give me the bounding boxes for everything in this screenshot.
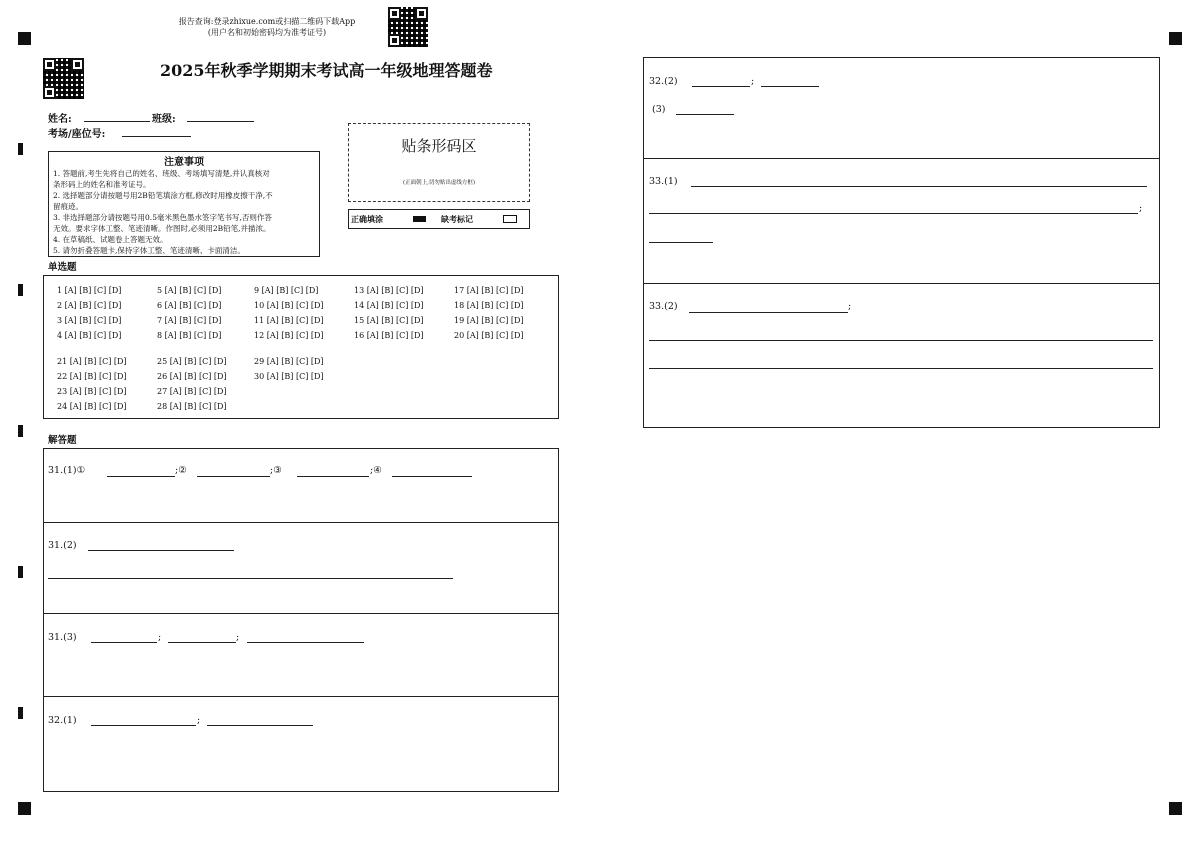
q33-2-end: ; <box>848 301 852 312</box>
choice-item[interactable]: 2 [A] [B] [C] [D] <box>57 301 122 310</box>
choice-item[interactable]: 12 [A] [B] [C] [D] <box>254 331 324 340</box>
choice-item[interactable]: 5 [A] [B] [C] [D] <box>157 286 222 295</box>
timing-mark <box>18 707 23 719</box>
notice-item: 1. 答题前,考生先将自己的姓名、班级、考场填写清楚,并认真核对 <box>53 169 270 178</box>
q32-2-answer-1[interactable] <box>692 86 750 87</box>
q32-3-label: (3) <box>652 104 666 115</box>
q32-1-box <box>43 696 559 792</box>
choice-item[interactable]: 4 [A] [B] [C] [D] <box>57 331 122 340</box>
q31-1-box <box>43 448 559 523</box>
timing-mark <box>18 143 23 155</box>
choice-item[interactable]: 6 [A] [B] [C] [D] <box>157 301 222 310</box>
q31-1-sep: ;② <box>175 465 187 476</box>
absent-mark-checkbox[interactable] <box>503 215 517 223</box>
choice-item[interactable]: 18 [A] [B] [C] [D] <box>454 301 524 310</box>
q31-3-label: 31.(3) <box>48 632 77 643</box>
choice-item[interactable]: 23 [A] [B] [C] [D] <box>57 387 127 396</box>
q31-3-answer-2[interactable] <box>168 642 236 643</box>
q33-1-answer-1[interactable] <box>691 186 1147 187</box>
choice-item[interactable]: 13 [A] [B] [C] [D] <box>354 286 424 295</box>
choice-item[interactable]: 25 [A] [B] [C] [D] <box>157 357 227 366</box>
choice-column <box>454 283 524 343</box>
notice-item: 2. 选择题部分请按题号用2B铅笔填涂方框,修改时用橡皮擦干净,不 <box>53 191 273 200</box>
q31-2-label: 31.(2) <box>48 540 77 551</box>
q31-2-box <box>43 522 559 614</box>
name-field[interactable] <box>84 121 150 122</box>
q31-3-box <box>43 613 559 697</box>
q31-3-answer-3[interactable] <box>247 642 364 643</box>
class-field[interactable] <box>187 121 254 122</box>
corner-mark-top-right <box>1169 32 1182 45</box>
barcode-note: (正面朝上,切勿贴出虚线方框) <box>402 180 476 186</box>
choice-item[interactable]: 16 [A] [B] [C] [D] <box>354 331 424 340</box>
barcode-title: 贴条形码区 <box>401 137 477 155</box>
choice-item[interactable]: 10 [A] [B] [C] [D] <box>254 301 324 310</box>
q32-1-answer-1[interactable] <box>91 725 196 726</box>
answer-heading: 解答题 <box>48 435 77 446</box>
correct-fill-label: 正确填涂 <box>351 214 383 224</box>
notice-items <box>49 168 319 256</box>
notice-item: 无效。要求字体工整、笔迹清晰。作图时,必须用2B铅笔,并描浓。 <box>53 224 271 233</box>
q32-2-sep: ; <box>751 76 755 87</box>
seat-label: 考场/座位号: <box>48 129 106 140</box>
q33-2-answer-3[interactable] <box>649 368 1153 369</box>
q31-1-answer-2[interactable] <box>197 476 270 477</box>
q33-1-end: ; <box>1139 203 1143 214</box>
choice-item[interactable]: 8 [A] [B] [C] [D] <box>157 331 222 340</box>
corner-mark-bottom-left <box>18 802 31 815</box>
notice-item: 5. 请勿折叠答题卡,保持字体工整、笔迹清晰、卡面清洁。 <box>53 246 245 255</box>
corner-mark-bottom-right <box>1169 802 1182 815</box>
q31-1-answer-3[interactable] <box>297 476 369 477</box>
notice-item: 3. 非选择题部分请按题号用0.5毫米黑色墨水签字笔书写,否则作答 <box>53 213 272 222</box>
choice-item[interactable]: 1 [A] [B] [C] [D] <box>57 286 122 295</box>
page-title: 2025年秋季学期期末考试高一年级地理答题卷 <box>160 61 493 80</box>
q32-1-answer-2[interactable] <box>207 725 313 726</box>
notice-title: 注意事项 <box>164 157 204 168</box>
timing-mark <box>18 425 23 437</box>
notice-item: 留痕迹。 <box>53 202 83 211</box>
q31-1-answer-1[interactable] <box>107 476 175 477</box>
name-label: 姓名: <box>48 114 72 125</box>
choice-item[interactable]: 7 [A] [B] [C] [D] <box>157 316 222 325</box>
barcode-area <box>348 123 530 202</box>
q33-2-box <box>643 283 1160 428</box>
correct-fill-sample-icon <box>413 216 426 222</box>
q31-3-sep: ; <box>236 632 240 643</box>
q33-1-answer-2[interactable] <box>649 213 1138 214</box>
class-label: 班级: <box>152 114 176 125</box>
timing-mark <box>18 566 23 578</box>
notice-box <box>48 151 320 257</box>
q31-1-sep: ;③ <box>270 465 282 476</box>
choice-item[interactable]: 22 [A] [B] [C] [D] <box>57 372 127 381</box>
q33-2-answer-1[interactable] <box>689 312 848 313</box>
choice-column <box>157 283 221 343</box>
choice-item[interactable]: 29 [A] [B] [C] [D] <box>254 357 324 366</box>
q33-2-label: 33.(2) <box>649 301 678 312</box>
choice-item[interactable]: 21 [A] [B] [C] [D] <box>57 357 127 366</box>
choice-item[interactable]: 27 [A] [B] [C] [D] <box>157 387 227 396</box>
fill-legend <box>348 209 530 229</box>
choice-item[interactable]: 20 [A] [B] [C] [D] <box>454 331 524 340</box>
single-choice-heading: 单选题 <box>48 262 77 273</box>
q31-1-answer-4[interactable] <box>392 476 472 477</box>
corner-mark-top-left <box>18 32 31 45</box>
q33-1-label: 33.(1) <box>649 176 678 187</box>
choice-item[interactable]: 14 [A] [B] [C] [D] <box>354 301 424 310</box>
choice-item[interactable]: 19 [A] [B] [C] [D] <box>454 316 524 325</box>
q33-1-answer-3[interactable] <box>649 242 713 243</box>
absent-mark-label: 缺考标记 <box>441 214 473 224</box>
choice-column <box>354 283 424 343</box>
seat-field[interactable] <box>122 136 191 137</box>
q33-2-answer-2[interactable] <box>649 340 1153 341</box>
q32-2-answer-2[interactable] <box>761 86 819 87</box>
choice-item[interactable]: 15 [A] [B] [C] [D] <box>354 316 424 325</box>
choice-item[interactable]: 9 [A] [B] [C] [D] <box>254 286 319 295</box>
q31-3-answer-1[interactable] <box>91 642 157 643</box>
q31-1-label: 31.(1)① <box>48 465 86 476</box>
q32-1-label: 32.(1) <box>48 715 77 726</box>
timing-mark <box>18 284 23 296</box>
qr-code-icon <box>43 58 84 99</box>
choice-item[interactable]: 26 [A] [B] [C] [D] <box>157 372 227 381</box>
qr-code-icon <box>388 7 428 47</box>
choice-item[interactable]: 11 [A] [B] [C] [D] <box>254 316 324 325</box>
report-query-text: 报告查询:登录zhixue.com或扫描二维码下载App (用户名和初始密码均为准考证号) <box>178 17 356 37</box>
choice-item[interactable]: 24 [A] [B] [C] [D] <box>57 402 127 411</box>
choice-item[interactable]: 30 [A] [B] [C] [D] <box>254 372 324 381</box>
notice-item: 4. 在草稿纸、试题卷上答题无效。 <box>53 235 168 244</box>
notice-item: 条形码上的姓名和准考证号。 <box>53 180 151 189</box>
choice-item[interactable]: 17 [A] [B] [C] [D] <box>454 286 524 295</box>
q32-2-box <box>643 57 1160 159</box>
q33-1-box <box>643 158 1160 284</box>
q31-2-answer-1[interactable] <box>88 550 234 551</box>
choice-column <box>57 354 127 414</box>
choice-item[interactable]: 3 [A] [B] [C] [D] <box>57 316 122 325</box>
q31-1-sep: ;④ <box>370 465 382 476</box>
choice-column <box>157 354 227 414</box>
choice-item[interactable]: 28 [A] [B] [C] [D] <box>157 402 227 411</box>
choice-column <box>57 283 121 343</box>
choice-column <box>254 354 324 384</box>
q31-2-answer-2[interactable] <box>48 578 453 579</box>
q32-2-label: 32.(2) <box>649 76 678 87</box>
q32-1-sep: ; <box>197 715 201 726</box>
q31-3-sep: ; <box>158 632 162 643</box>
choice-column <box>254 283 324 343</box>
q32-3-answer-1[interactable] <box>676 114 734 115</box>
